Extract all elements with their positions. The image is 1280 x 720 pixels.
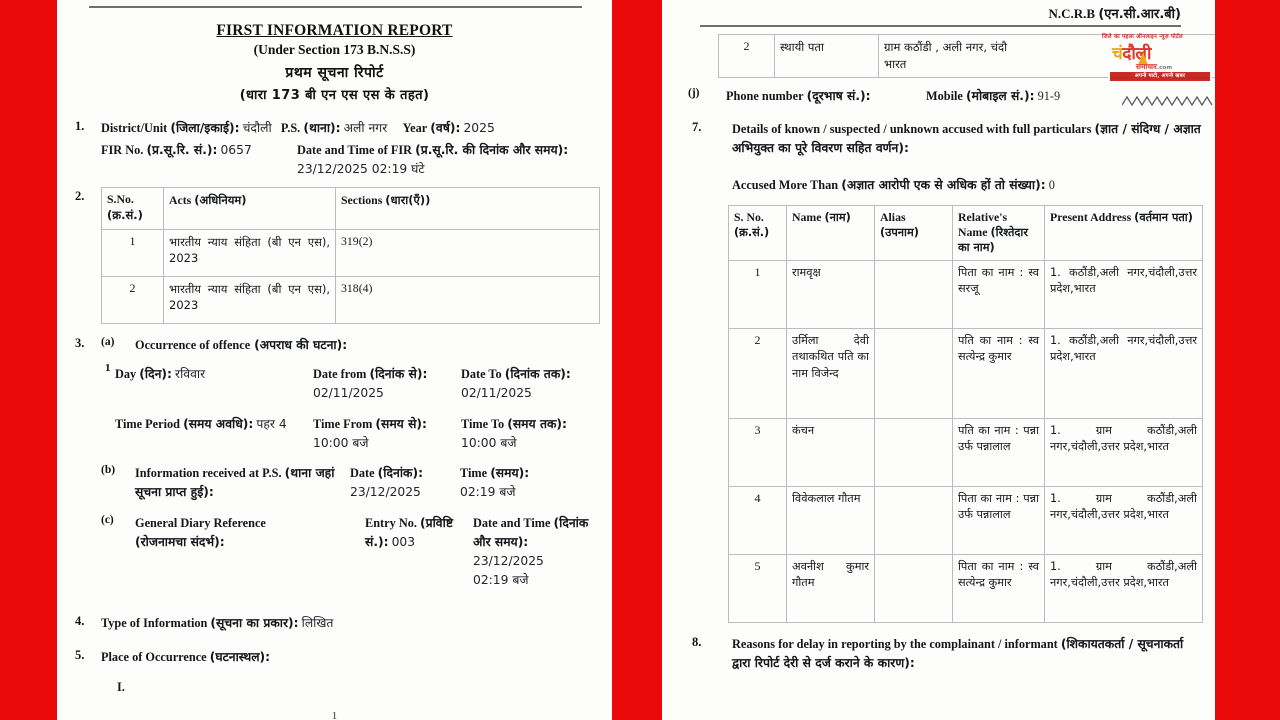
chandauli-samachar-logo: [1102, 32, 1218, 90]
cell-accused-address-text: 1. ग्राम कठौंडी,अली नगर,चंदौली,उत्तर प्रदेश,भारत: [1050, 491, 1197, 522]
cell-accused-address: [1045, 554, 1203, 622]
info-time-label-en: Time: [460, 466, 488, 481]
cell-address-line-2: भारत: [884, 56, 907, 71]
col-header-acts-en: Acts: [169, 193, 192, 208]
cell-accused-alias: [875, 328, 953, 418]
cell-sno: 1: [102, 229, 164, 276]
time-period-field: [115, 415, 313, 453]
ncrb-label-en: N.C.R.B: [1048, 6, 1096, 21]
cell-accused-name: [787, 328, 875, 418]
logo-tld: .com: [1156, 65, 1173, 71]
fir-no-label-hi: (प्र.सू.रि. सं.):: [146, 143, 218, 158]
occurrence-sub-number: 1: [105, 361, 111, 374]
cell-section: [336, 276, 600, 323]
type-info-label-en: Type of Information: [101, 616, 208, 631]
table-row: [729, 418, 1203, 486]
info-date-value: 23/12/2025: [350, 485, 421, 500]
info-time-value: 02:19 बजे: [460, 485, 516, 500]
ncrb-label-hi: (एन.सी.आर.बी): [1098, 7, 1181, 22]
item-number-7: 7.: [692, 120, 702, 135]
sub-label-c: (c): [101, 514, 114, 527]
table-row: [729, 554, 1203, 622]
accused-more-than-row: [732, 176, 1203, 195]
date-to-field: [461, 365, 600, 403]
red-band-right: [1215, 0, 1280, 720]
info-date-label-en: Date: [350, 466, 375, 481]
page-folio-number: 1: [331, 710, 338, 720]
place-label-hi: (घटनास्थल):: [209, 650, 271, 665]
logo-word-part2: दौली: [1122, 44, 1151, 64]
fir-datetime-value: 23/12/2025 02:19 घंटे: [297, 162, 425, 177]
cell-accused-address: [1045, 328, 1203, 418]
cell-accused-name-text: विवेकलाल गौतम: [792, 491, 861, 505]
date-to-label-en: Date To: [461, 366, 502, 381]
time-period-label-en: Time Period: [115, 416, 181, 431]
place-label-en: Place of Occurrence: [101, 650, 207, 665]
gd-entry-label-hi: (प्रविष्टि सं.):: [365, 516, 454, 550]
time-from-value: 10:00 बजे: [313, 436, 369, 450]
accused-title-hi: (ज्ञात / संदिग्ध / अज्ञात अभियुक्त का पूरे विवरण सहित वर्णन):: [732, 122, 1201, 156]
general-diary-row: [101, 514, 600, 590]
red-band-middle: [612, 0, 662, 720]
cell-accused-sno: 2: [729, 328, 787, 418]
accused-details-section: [674, 120, 1203, 195]
table-header-row: [102, 188, 600, 230]
phone-label-en: Phone number: [726, 89, 804, 104]
day-field: [115, 365, 313, 403]
cell-address-line-1: ग्राम कठौंडी , अली नगर, चंदौ: [884, 40, 1008, 54]
col-header-sections-en: Sections: [341, 193, 383, 208]
time-to-value: 10:00 बजे: [461, 436, 517, 450]
accused-more-than-label-hi: (अज्ञात आरोपी एक से अधिक हों तो संख्या):: [841, 178, 1046, 193]
year-label-en: Year: [402, 121, 428, 135]
info-date-label-hi: (दिनांक):: [377, 466, 423, 481]
col-header-accused-name-hi: (नाम): [824, 210, 851, 224]
cell-accused-sno: 4: [729, 486, 787, 554]
field-group-district: [69, 119, 600, 179]
gd-datetime-time: 02:19 बजे: [473, 573, 529, 588]
gd-entry-field: [365, 514, 473, 590]
cell-accused-name-text: रामवृक्ष: [792, 265, 821, 279]
cell-address-label: [775, 35, 879, 78]
ncrb-header: [674, 0, 1203, 22]
logo-word-part1: चं: [1112, 44, 1123, 64]
cell-accused-alias: [875, 418, 953, 486]
cell-accused-address-text: 1. ग्राम कठौंडी,अली नगर,चंदौली,उत्तर प्रदेश,भारत: [1050, 559, 1197, 590]
cell-accused-address-text: 1. कठौंडी,अली नगर,चंदौली,उत्तर प्रदेश,भारत: [1050, 333, 1197, 364]
table-row: [729, 486, 1203, 554]
cell-accused-relative-text: पिता का नाम : पन्ना उर्फ पन्नालाल: [958, 491, 1039, 522]
fir-datetime-label-hi: (प्र.सू.रि. की दिनांक और समय):: [415, 143, 569, 158]
item-number-4: 4.: [75, 614, 85, 629]
time-to-field: [461, 415, 600, 453]
info-time-field: [460, 464, 600, 502]
time-to-label-en: Time To: [461, 416, 505, 431]
occurrence-day-row: [101, 361, 600, 403]
table-row: [729, 260, 1203, 328]
info-received-label-field: [135, 464, 350, 502]
cell-accused-name-text: अवनीश कुमार गौतम: [792, 559, 869, 590]
occurrence-heading: [101, 336, 600, 355]
year-value: 2025: [463, 121, 495, 135]
mobile-value: 91-9: [1037, 89, 1061, 104]
col-header-accused-address-hi: (वर्तमान पता): [1134, 210, 1193, 224]
gd-reference-label-hi: (रोजनामचा संदर्भ):: [135, 535, 225, 550]
col-header-accused-sno-hi: (क्र.सं.): [734, 225, 770, 239]
cell-accused-sno: 3: [729, 418, 787, 486]
cell-accused-sno: 1: [729, 260, 787, 328]
col-header-accused-name: [787, 205, 875, 260]
mobile-label-en: Mobile: [926, 89, 963, 104]
cell-sno: 2: [102, 276, 164, 323]
col-header-accused-relative-hi: (रिश्तेदार का नाम): [958, 225, 1028, 254]
delay-reasons-title-hi: (शिकायतकर्ता / सूचनाकर्ता द्वारा रिपोर्ट देरी से दर्ज कराने के कारण):: [732, 636, 1184, 670]
occurrence-title-en: Occurrence of offence: [135, 337, 251, 352]
logo-subbrand: [1136, 62, 1172, 72]
gd-datetime-date: 23/12/2025: [473, 554, 544, 569]
info-received-label-en: Information received at P.S.: [135, 466, 282, 481]
gd-datetime-field: [473, 514, 600, 590]
cell-accused-address: [1045, 260, 1203, 328]
col-header-sno-en: S.No.: [107, 192, 134, 207]
date-to-label-hi: (दिनांक तक):: [504, 366, 571, 381]
page-title-hindi: प्रथम सूचना रिपोर्ट: [285, 65, 384, 81]
time-from-label-hi: (समय से):: [375, 416, 427, 431]
gd-datetime-label-en: Date and Time: [473, 516, 551, 531]
mobile-label-hi: (मोबाइल सं.):: [965, 89, 1035, 104]
col-header-accused-alias-en: Alias: [880, 209, 906, 224]
district-label-hi: (जिला/इकाई):: [170, 121, 240, 135]
col-header-acts-hi: (अधिनियम): [194, 193, 247, 208]
type-info-value: लिखित: [301, 616, 334, 631]
cell-accused-relative-text: पिता का नाम : स्व सरजू: [958, 265, 1039, 296]
accused-table: [728, 205, 1203, 623]
cell-accused-name: [787, 486, 875, 554]
cell-act-text: भारतीय न्याय संहिता (बी एन एस), 2023: [169, 281, 330, 313]
col-header-accused-sno: [729, 205, 787, 260]
accused-more-than-value: 0: [1048, 178, 1055, 193]
ps-value: अली नगर: [343, 121, 388, 135]
day-label-hi: (दिन):: [139, 366, 172, 381]
cell-accused-name-text: कंचन: [792, 423, 815, 437]
col-header-sections-hi: (धारा(एँ)): [385, 193, 431, 208]
col-header-accused-name-en: Name: [792, 209, 822, 224]
phone-label-hi: (दूरभाष सं.):: [806, 89, 871, 104]
district-label-en: District/Unit: [101, 121, 168, 135]
cell-accused-relative: [953, 328, 1045, 418]
sub-label-a: (a): [101, 335, 115, 348]
page-subtitle-section: (Under Section 173 B.N.S.S): [253, 42, 416, 57]
cell-act: [164, 229, 336, 276]
cell-accused-address-text: 1. कठौंडी,अली नगर,चंदौली,उत्तर प्रदेश,भारत: [1050, 265, 1197, 296]
item-number-2: 2.: [75, 189, 85, 204]
cell-accused-name: [787, 260, 875, 328]
time-from-label-en: Time From: [313, 416, 373, 431]
sub-label-b: (b): [101, 464, 116, 477]
date-from-field: [313, 365, 461, 403]
delay-reasons-title-en: Reasons for delay in reporting by the complainant / informant: [732, 636, 1058, 651]
cell-accused-relative-text: पिता का नाम : स्व सत्येन्द्र कुमार: [958, 559, 1039, 590]
fir-page-left: [57, 0, 612, 720]
occurrence-section: [69, 336, 600, 591]
cell-accused-relative-text: पति का नाम : स्व सत्येन्द्र कुमार: [958, 333, 1039, 364]
acts-sections-section: [69, 187, 600, 324]
district-ps-year-line: [101, 119, 600, 138]
accused-table-wrapper: [674, 205, 1203, 623]
cell-accused-sno: 5: [729, 554, 787, 622]
day-value: रविवार: [175, 366, 206, 381]
col-header-accused-sno-en: S. No.: [734, 209, 764, 224]
col-header-acts: [164, 188, 336, 230]
cell-sno: 2: [719, 35, 775, 78]
info-time-label-hi: (समय):: [490, 466, 530, 481]
red-band-left: [0, 0, 57, 720]
table-row: [729, 328, 1203, 418]
logo-tagline: जिले का पहला ऑनलाइन न्यूज़ पोर्टल: [1102, 34, 1183, 40]
time-from-field: [313, 415, 461, 453]
date-from-value: 02/11/2025: [313, 385, 384, 400]
cell-accused-relative-text: पति का नाम : पन्ना उर्फ पन्नालाल: [958, 423, 1039, 454]
cell-accused-address: [1045, 486, 1203, 554]
phone-label-field: [726, 87, 926, 106]
cell-section-text: 319(2): [341, 233, 373, 248]
info-received-row: [101, 464, 600, 502]
cell-accused-name: [787, 418, 875, 486]
table-row: [102, 276, 600, 323]
fir-no-label-en: FIR No.: [101, 143, 144, 158]
fir-page-right: [662, 0, 1215, 720]
fir-no-datetime-line: [101, 141, 600, 179]
item-number-5: 5.: [75, 648, 85, 663]
gd-reference-label-en: General Diary Reference: [135, 516, 266, 531]
header-rule-left: [89, 6, 582, 8]
gd-datetime-label-hi: (दिनांक और समय):: [473, 516, 589, 550]
type-info-label-hi: (सूचना का प्रकार):: [210, 616, 299, 631]
col-header-sno-hi: (क्र.सं.): [107, 208, 143, 223]
sub-label-j: (j): [688, 87, 700, 100]
item-number-1: 1.: [75, 119, 85, 133]
col-header-accused-alias: [875, 205, 953, 260]
page-title: FIRST INFORMATION REPORT: [216, 22, 453, 39]
date-from-label-hi: (दिनांक से):: [369, 366, 428, 381]
cell-address-label-text: स्थायी पता: [780, 40, 824, 54]
cell-accused-relative: [953, 554, 1045, 622]
gd-entry-label-en: Entry No.: [365, 516, 417, 531]
logo-strip-tagline: अपनी माटी, अपनी खबर: [1110, 72, 1210, 81]
info-received-label-hi: (थाना जहां सूचना प्राप्त हुई):: [135, 466, 335, 500]
occurrence-time-row: [101, 415, 600, 453]
col-header-accused-relative: [953, 205, 1045, 260]
district-value: चंदौली: [242, 121, 272, 135]
year-label-hi: (वर्ष):: [430, 121, 461, 135]
header-rule-right: [700, 25, 1181, 27]
logo-wordmark: [1108, 44, 1212, 64]
time-to-label-hi: (समय तक):: [507, 416, 567, 431]
table-row: [102, 229, 600, 276]
occurrence-title-hi: (अपराध की घटना):: [254, 337, 348, 352]
page-subtitle-hindi: (धारा 173 बी एन एस एस के तहत): [239, 88, 430, 103]
acts-sections-table: [101, 187, 600, 324]
col-header-sno: [102, 188, 164, 230]
cell-accused-relative: [953, 486, 1045, 554]
cell-accused-alias: [875, 554, 953, 622]
delay-reasons-section: [674, 635, 1203, 673]
cell-accused-address: [1045, 418, 1203, 486]
col-header-accused-alias-hi: (उपनाम): [880, 225, 919, 239]
cell-section-text: 318(4): [341, 280, 373, 295]
gd-reference-field: [135, 514, 365, 590]
col-header-accused-address: [1045, 205, 1203, 260]
document-title-block: [69, 22, 600, 103]
ps-label-hi: (थाना):: [303, 121, 341, 135]
accused-more-than-label-en: Accused More Than: [732, 178, 839, 193]
place-of-occurrence-row: [69, 648, 600, 697]
date-to-value: 02/11/2025: [461, 385, 532, 400]
item-number-8: 8.: [692, 634, 702, 649]
fir-datetime-label-en: Date and Time of FIR: [297, 143, 413, 158]
accused-title-en: Details of known / suspected / unknown accused with full particulars: [732, 122, 1092, 137]
table-header-row: [729, 205, 1203, 260]
item-number-3: 3.: [75, 335, 85, 350]
place-sub-item: I.: [117, 680, 125, 695]
cell-section: [336, 229, 600, 276]
date-from-label-en: Date from: [313, 366, 367, 381]
col-header-accused-relative-en: Relative's Name: [958, 209, 1008, 239]
day-label-en: Day: [115, 366, 137, 381]
cell-accused-alias: [875, 260, 953, 328]
fir-no-value: 0657: [220, 143, 252, 158]
col-header-sections: [336, 188, 600, 230]
redaction-scribble-icon: [1122, 96, 1214, 107]
cell-act: [164, 276, 336, 323]
cell-accused-address-text: 1. ग्राम कठौंडी,अली नगर,चंदौली,उत्तर प्रदेश,भारत: [1050, 423, 1197, 454]
logo-subbrand-text: समाचार: [1136, 62, 1157, 71]
time-period-label-hi: (समय अवधि):: [183, 416, 254, 431]
type-of-information-row: [69, 614, 600, 633]
cell-accused-relative: [953, 418, 1045, 486]
cell-act-text: भारतीय न्याय संहिता (बी एन एस), 2023: [169, 234, 330, 266]
cell-accused-relative: [953, 260, 1045, 328]
col-header-accused-address-en: Present Address: [1050, 209, 1132, 224]
gd-entry-value: 003: [391, 535, 416, 550]
ps-label-en: P.S.: [280, 121, 301, 135]
time-period-value: पहर 4: [256, 416, 287, 431]
cell-accused-name-text: उर्मिला देवी तथाकथित पति का नाम विजेन्द: [792, 333, 869, 381]
info-date-field: [350, 464, 460, 502]
cell-accused-alias: [875, 486, 953, 554]
cell-accused-name: [787, 554, 875, 622]
